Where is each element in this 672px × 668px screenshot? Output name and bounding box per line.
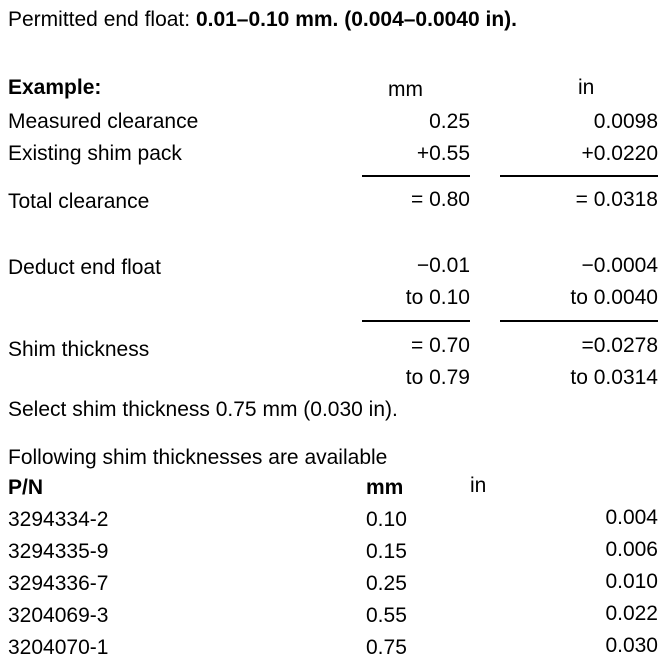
- shim-row-in: 0.010: [605, 570, 658, 593]
- sum-rule-mm: [362, 175, 470, 177]
- example-col-in: in: [578, 76, 595, 99]
- shim-row-pn: 3294334-2: [8, 508, 109, 531]
- example-row-in: =0.0278: [581, 334, 658, 357]
- example-row-mm: −0.01: [416, 254, 470, 277]
- example-col-mm: mm: [388, 78, 423, 101]
- example-title: Example:: [8, 76, 102, 99]
- select-shim-note: Select shim thickness 0.75 mm (0.030 in).: [8, 398, 398, 421]
- example-row-mm: to 0.10: [405, 286, 470, 309]
- permitted-end-float-line: [8, 8, 517, 32]
- example-row-in: = 0.0318: [575, 188, 658, 211]
- shim-row-in: 0.022: [605, 602, 658, 625]
- example-row-in: 0.0098: [593, 110, 658, 133]
- diff-rule-in: [500, 320, 658, 322]
- example-row-mm: = 0.80: [411, 188, 470, 211]
- example-row-label: Existing shim pack: [8, 142, 182, 165]
- shim-row-in: 0.006: [605, 538, 658, 561]
- example-row-in: to 0.0314: [570, 366, 658, 389]
- shim-row-in: 0.004: [605, 506, 658, 529]
- example-row-label: Total clearance: [8, 190, 150, 213]
- shim-col-in: in: [470, 474, 487, 497]
- shim-col-mm: mm: [366, 476, 404, 499]
- shim-row-mm: 0.25: [366, 572, 407, 595]
- shim-row-mm: 0.15: [366, 540, 407, 563]
- example-row-mm: = 0.70: [411, 334, 470, 357]
- permitted-end-float-label: Permitted end float:: [8, 8, 196, 31]
- example-row-in: +0.0220: [581, 142, 658, 165]
- example-row-mm: to 0.79: [405, 366, 470, 389]
- shim-row-in: 0.030: [605, 634, 658, 657]
- shim-row-mm: 0.75: [366, 636, 407, 659]
- diff-rule-mm: [362, 320, 470, 322]
- example-row-label: Shim thickness: [8, 338, 150, 361]
- shim-list-intro: Following shim thicknesses are available: [8, 446, 388, 469]
- shim-row-pn: 3294336-7: [8, 572, 109, 595]
- example-row-in: −0.0004: [581, 254, 658, 277]
- permitted-end-float-value: 0.01–0.10 mm. (0.004–0.0040 in).: [195, 8, 517, 31]
- sum-rule-in: [500, 175, 658, 177]
- example-row-label: Deduct end float: [8, 256, 161, 279]
- example-row-label: Measured clearance: [8, 110, 199, 133]
- shim-row-mm: 0.10: [366, 508, 407, 531]
- example-row-in: to 0.0040: [570, 286, 658, 309]
- shim-col-pn: P/N: [8, 476, 44, 499]
- shim-row-mm: 0.55: [366, 604, 407, 627]
- example-row-mm: 0.25: [429, 110, 470, 133]
- example-row-mm: +0.55: [416, 142, 470, 165]
- shim-row-pn: 3294335-9: [8, 540, 109, 563]
- shim-row-pn: 3204070-1: [8, 636, 109, 659]
- shim-row-pn: 3204069-3: [8, 604, 109, 627]
